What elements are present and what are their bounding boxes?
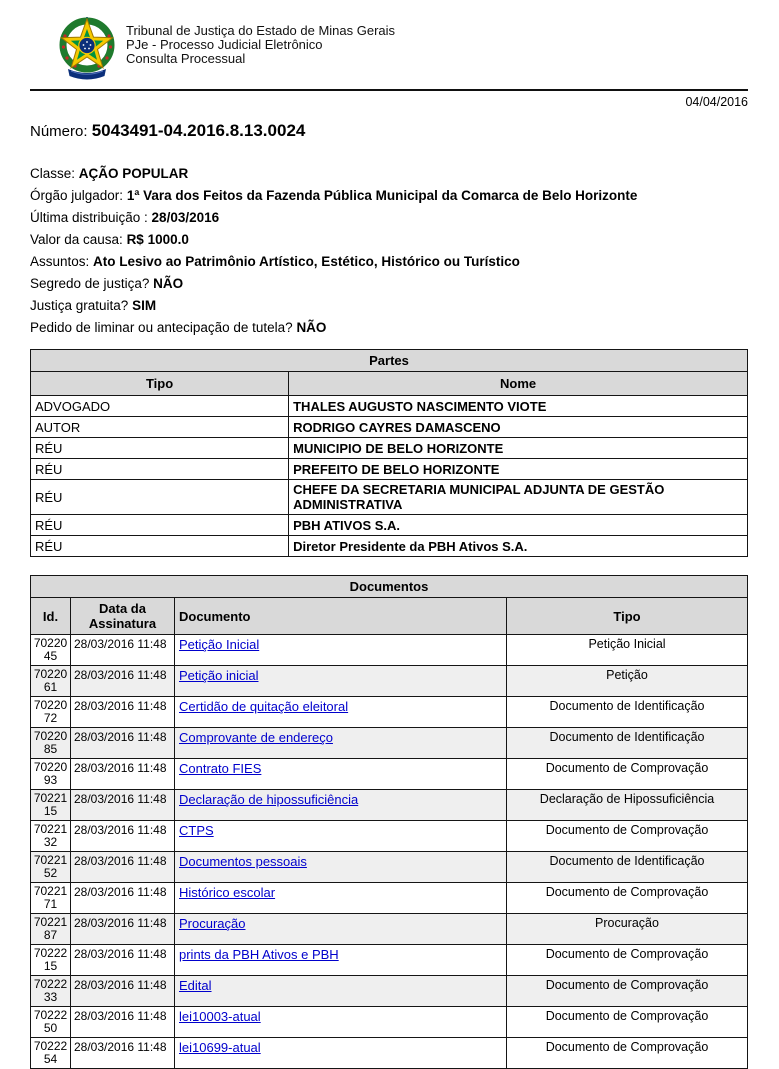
documentos-title-row (31, 576, 748, 598)
parte-tipo-cell: RÉU (31, 438, 289, 459)
documento-data-cell: 28/03/2016 11:48 (71, 976, 175, 1007)
documento-tipo-cell: Documento de Comprovação (507, 976, 748, 1007)
documento-nome-cell (175, 945, 507, 976)
documento-row (31, 976, 748, 1007)
partes-col-nome: Nome (289, 372, 748, 396)
documento-nome-cell (175, 1007, 507, 1038)
documento-row (31, 666, 748, 697)
documento-row (31, 697, 748, 728)
documento-row (31, 945, 748, 976)
documento-row (31, 914, 748, 945)
documento-link[interactable]: Petição inicial (179, 668, 259, 683)
documento-nome-cell (175, 697, 507, 728)
documento-row (31, 759, 748, 790)
documento-nome-cell (175, 821, 507, 852)
documento-tipo-cell: Documento de Comprovação (507, 883, 748, 914)
parte-tipo-cell: RÉU (31, 459, 289, 480)
documento-tipo-cell: Documento de Identificação (507, 728, 748, 759)
documento-row (31, 883, 748, 914)
process-detail-line (30, 273, 748, 295)
documento-data-cell: 28/03/2016 11:48 (71, 883, 175, 914)
documento-id-cell: 7022132 (31, 821, 71, 852)
documento-link[interactable]: Declaração de hipossuficiência (179, 792, 359, 807)
parte-nome-cell: Diretor Presidente da PBH Ativos S.A. (289, 536, 748, 557)
parte-row (31, 515, 748, 536)
parte-row (31, 459, 748, 480)
process-detail-line (30, 317, 748, 339)
documentos-header-row (31, 598, 748, 635)
parte-nome-cell: PBH ATIVOS S.A. (289, 515, 748, 536)
documento-id-cell: 7022072 (31, 697, 71, 728)
documento-tipo-cell: Documento de Comprovação (507, 1038, 748, 1069)
documento-link[interactable]: Contrato FIES (179, 761, 262, 776)
detail-value: SIM (132, 298, 157, 313)
documentos-table-title: Documentos (31, 576, 748, 598)
org-line-consulta: Consulta Processual (126, 51, 246, 66)
documento-nome-cell (175, 728, 507, 759)
parte-nome-cell: CHEFE DA SECRETARIA MUNICIPAL ADJUNTA DE GESTÃO ADMINISTRATIVA (289, 480, 748, 515)
org-line-pje: PJe - Processo Judicial Eletrônico (126, 37, 323, 52)
detail-value: Ato Lesivo ao Patrimônio Artístico, Estético, Histórico ou Turístico (93, 254, 520, 269)
documento-data-cell: 28/03/2016 11:48 (71, 697, 175, 728)
documento-tipo-cell: Documento de Identificação (507, 697, 748, 728)
documento-id-cell: 7022254 (31, 1038, 71, 1069)
partes-header-row (31, 372, 748, 396)
parte-row (31, 438, 748, 459)
documento-id-cell: 7022171 (31, 883, 71, 914)
documento-row (31, 790, 748, 821)
documento-id-cell: 7022187 (31, 914, 71, 945)
documento-nome-cell (175, 635, 507, 666)
documentos-table (30, 575, 748, 1069)
parte-row (31, 536, 748, 557)
documento-id-cell: 7022152 (31, 852, 71, 883)
documento-nome-cell (175, 790, 507, 821)
partes-table-title: Partes (31, 350, 748, 372)
documento-link[interactable]: Documentos pessoais (179, 854, 307, 869)
documento-data-cell: 28/03/2016 11:48 (71, 759, 175, 790)
documento-data-cell: 28/03/2016 11:48 (71, 821, 175, 852)
parte-nome-cell: PREFEITO DE BELO HORIZONTE (289, 459, 748, 480)
process-details (30, 163, 748, 339)
detail-label: Última distribuição : (30, 210, 152, 225)
brazil-coat-of-arms-logo (55, 16, 119, 82)
documentos-col-data: Data da Assinatura (71, 598, 175, 635)
documento-row (31, 1007, 748, 1038)
detail-label: Valor da causa: (30, 232, 127, 247)
documento-link[interactable]: Comprovante de endereço (179, 730, 333, 745)
parte-row (31, 396, 748, 417)
org-title-block (126, 16, 395, 66)
documento-link[interactable]: Edital (179, 978, 212, 993)
process-detail-line (30, 185, 748, 207)
documento-data-cell: 28/03/2016 11:48 (71, 1038, 175, 1069)
documento-row (31, 852, 748, 883)
parte-tipo-cell: RÉU (31, 515, 289, 536)
documento-row (31, 821, 748, 852)
documento-id-cell: 7022061 (31, 666, 71, 697)
documento-link[interactable]: Petição Inicial (179, 637, 260, 652)
documento-link[interactable]: Procuração (179, 916, 246, 931)
documento-nome-cell (175, 883, 507, 914)
process-number-line (30, 121, 748, 141)
documento-nome-cell (175, 666, 507, 697)
detail-label: Pedido de liminar ou antecipação de tutela? (30, 320, 297, 335)
documento-id-cell: 7022045 (31, 635, 71, 666)
documento-tipo-cell: Documento de Comprovação (507, 1007, 748, 1038)
process-number-label: Número: (30, 123, 88, 140)
detail-value: NÃO (296, 320, 327, 335)
documentos-col-tipo: Tipo (507, 598, 748, 635)
documento-nome-cell (175, 914, 507, 945)
parte-tipo-cell: AUTOR (31, 417, 289, 438)
documento-data-cell: 28/03/2016 11:48 (71, 1007, 175, 1038)
documento-id-cell: 7022250 (31, 1007, 71, 1038)
documento-data-cell: 28/03/2016 11:48 (71, 945, 175, 976)
detail-value: 1ª Vara dos Feitos da Fazenda Pública Municipal da Comarca de Belo Horizonte (126, 188, 638, 203)
parte-row (31, 417, 748, 438)
parte-nome-cell: RODRIGO CAYRES DAMASCENO (289, 417, 748, 438)
documento-id-cell: 7022085 (31, 728, 71, 759)
print-date: 04/04/2016 (685, 95, 748, 109)
documento-tipo-cell: Petição (507, 666, 748, 697)
documento-id-cell: 7022115 (31, 790, 71, 821)
partes-table (30, 349, 748, 557)
detail-value: NÃO (153, 276, 184, 291)
documento-row (31, 635, 748, 666)
documento-tipo-cell: Documento de Comprovação (507, 821, 748, 852)
documento-nome-cell (175, 852, 507, 883)
documento-id-cell: 7022215 (31, 945, 71, 976)
parte-nome-cell: THALES AUGUSTO NASCIMENTO VIOTE (289, 396, 748, 417)
detail-label: Órgão julgador: (30, 188, 127, 203)
documento-tipo-cell: Petição Inicial (507, 635, 748, 666)
documento-nome-cell (175, 759, 507, 790)
process-detail-line (30, 295, 748, 317)
documento-tipo-cell: Documento de Identificação (507, 852, 748, 883)
documento-link[interactable]: prints da PBH Ativos e PBH (179, 947, 339, 962)
documento-row (31, 728, 748, 759)
parte-tipo-cell: RÉU (31, 536, 289, 557)
documento-link[interactable]: lei10003-atual (179, 1009, 261, 1024)
partes-col-tipo: Tipo (31, 372, 289, 396)
documento-data-cell: 28/03/2016 11:48 (71, 790, 175, 821)
documento-data-cell: 28/03/2016 11:48 (71, 728, 175, 759)
process-detail-line (30, 251, 748, 273)
parte-nome-cell: MUNICIPIO DE BELO HORIZONTE (289, 438, 748, 459)
documento-tipo-cell: Declaração de Hipossuficiência (507, 790, 748, 821)
process-number-value: 5043491-04.2016.8.13.0024 (91, 121, 306, 140)
parte-tipo-cell: ADVOGADO (31, 396, 289, 417)
documento-tipo-cell: Documento de Comprovação (507, 759, 748, 790)
documento-data-cell: 28/03/2016 11:48 (71, 914, 175, 945)
header-divider (30, 89, 748, 91)
detail-value: 28/03/2016 (151, 210, 220, 225)
documento-link[interactable]: Certidão de quitação eleitoral (179, 699, 349, 714)
detail-value: R$ 1000.0 (126, 232, 189, 247)
parte-tipo-cell: RÉU (31, 480, 289, 515)
process-detail-line (30, 207, 748, 229)
documento-id-cell: 7022093 (31, 759, 71, 790)
documento-link[interactable]: CTPS (179, 823, 214, 838)
detail-label: Segredo de justiça? (30, 276, 154, 291)
parte-row (31, 480, 748, 515)
documento-data-cell: 28/03/2016 11:48 (71, 852, 175, 883)
documento-row (31, 1038, 748, 1069)
detail-label: Justiça gratuita? (30, 298, 133, 313)
documento-tipo-cell: Documento de Comprovação (507, 945, 748, 976)
documento-link[interactable]: lei10699-atual (179, 1040, 261, 1055)
documentos-col-documento: Documento (175, 598, 507, 635)
org-line-tribunal: Tribunal de Justiça do Estado de Minas Gerais (126, 23, 396, 38)
detail-value: AÇÃO POPULAR (78, 166, 189, 181)
detail-label: Classe: (30, 166, 79, 181)
documento-id-cell: 7022233 (31, 976, 71, 1007)
documento-link[interactable]: Histórico escolar (179, 885, 276, 900)
documento-nome-cell (175, 1038, 507, 1069)
process-detail-line (30, 229, 748, 251)
app-header (30, 16, 748, 82)
detail-label: Assuntos: (30, 254, 94, 269)
process-detail-line (30, 163, 748, 185)
documentos-col-id: Id. (31, 598, 71, 635)
partes-title-row (31, 350, 748, 372)
documento-data-cell: 28/03/2016 11:48 (71, 635, 175, 666)
documento-tipo-cell: Procuração (507, 914, 748, 945)
documento-nome-cell (175, 976, 507, 1007)
documento-data-cell: 28/03/2016 11:48 (71, 666, 175, 697)
